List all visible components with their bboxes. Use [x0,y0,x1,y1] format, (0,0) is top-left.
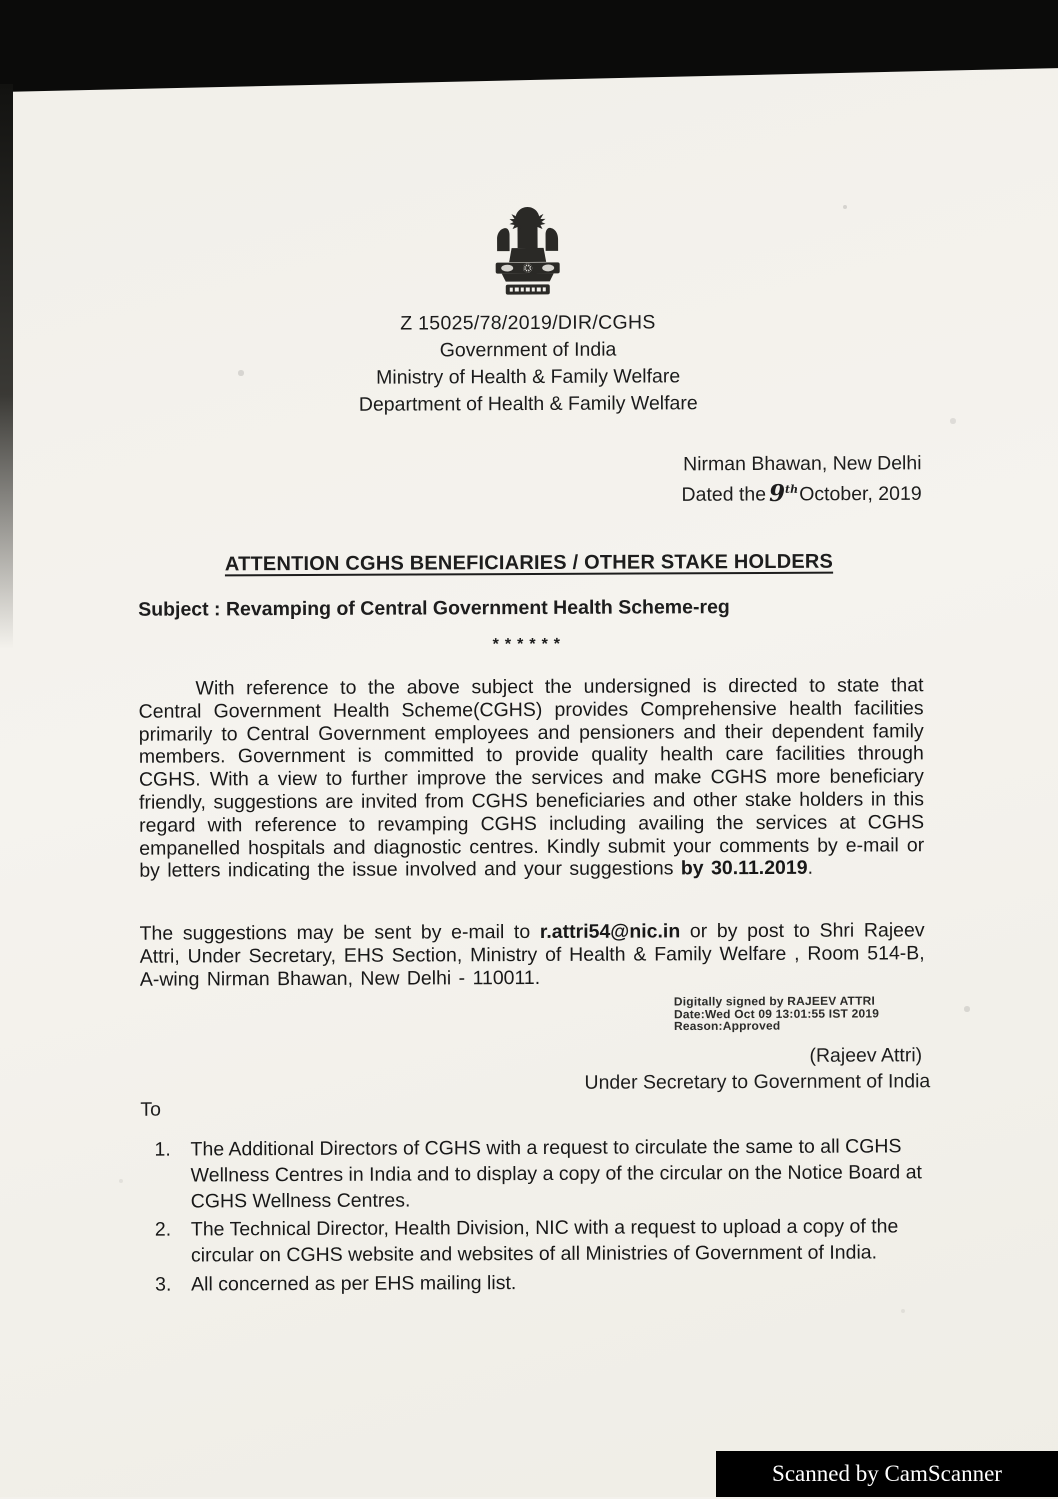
handwritten-day-suffix: th [785,482,799,496]
paragraph-2-post: or by post to Shri Rajeev Attri, Under Secretary, EHS Section, Ministry of Health & Family Welfare , Room 514-B, A-wing Nirman Bhawan, New Delhi - 110011. [139,919,925,991]
deadline-emphasis: by 30.11.2019 [680,857,808,880]
camscanner-watermark-bar [716,1451,1058,1497]
file-number: Z 15025/78/2019/DIR/CGHS [400,311,656,335]
signatory-designation: Under Secretary to Government of India [584,1070,931,1094]
date-prefix: Dated the [681,483,767,506]
letterhead-block [0,308,1057,421]
signatory-name: (Rajeev Attri) [809,1044,923,1067]
digital-signature-stamp [674,995,879,1033]
national-emblem-icon [485,203,569,308]
item-number: 3. [155,1273,172,1296]
item-number: 2. [154,1218,172,1242]
org-line-ministry: Ministry of Health & Family Welfare [376,365,681,389]
org-line-government: Government of India [439,338,617,362]
org-line-department: Department of Health & Family Welfare [358,392,698,416]
list-item [154,1134,926,1215]
digital-signature-line-1: Digitally signed by RAJEEV ATTRI [673,993,876,1009]
list-item [155,1215,927,1270]
item-text: The Technical Director, Health Division, NIC with a request to upload a copy of the circular on CGHS website and websites of all Ministries of Government of India. [190,1215,899,1267]
distribution-list [154,1134,927,1301]
digital-signature-line-2: Date:Wed Oct 09 13:01:55 IST 2019 [673,1006,880,1021]
date-rest: October, 2019 [799,482,922,506]
paragraph-2-pre: The suggestions may be sent by e-mail to [139,920,540,945]
list-item [155,1269,927,1298]
circular-heading: ATTENTION CGHS BENEFICIARIES / OTHER STAKE HOLDERS [224,550,834,576]
satyameva-jayate-motto [506,284,550,294]
item-text: All concerned as per EHS mailing list. [191,1272,517,1296]
item-text: The Additional Directors of CGHS with a request to circulate the same to all CGHS Wellness Centres in India and to display a copy of the circular on the Notice Board at CGHS Wellness Centres. [190,1135,922,1213]
body-paragraph-2 [140,919,925,991]
place-date-block [681,450,921,508]
item-number: 1. [154,1138,171,1161]
email-emphasis: r.attri54@nic.in [539,920,681,943]
date-line [681,476,921,508]
to-label: To [140,1098,162,1121]
handwritten-day: 9 [768,479,786,507]
digital-signature-line-3: Reason:Approved [673,1018,781,1033]
camscanner-label: Scanned by CamScanner [772,1461,1002,1486]
paragraph-1-text: With reference to the above subject the undersigned is directed to state that Central Government Health Scheme(CGHS) provides Comprehensive health facilities primarily to Central Government employees and pensioners and their dependent family members. Government is committed to provide quality health care facilities through CGHS. With a view to further improve the services and make CGHS more beneficiary friendly, suggestions are invited from CGHS beneficiaries and other stake holders in this regard with reference to revamping CGHS including availing the services at CGHS empanelled hospitals and diagnostic centres. Kindly submit your comments by e-mail or by letters indicating the issue involved and your suggestions [138,674,925,883]
subject-line: Subject : Revamping of Central Government Health Scheme-reg [138,596,730,621]
body-paragraph-1 [138,674,924,883]
place-line: Nirman Bhawan, New Delhi [683,452,922,476]
separator-stars: ****** [492,635,567,654]
paragraph-1-period: . [807,857,814,880]
